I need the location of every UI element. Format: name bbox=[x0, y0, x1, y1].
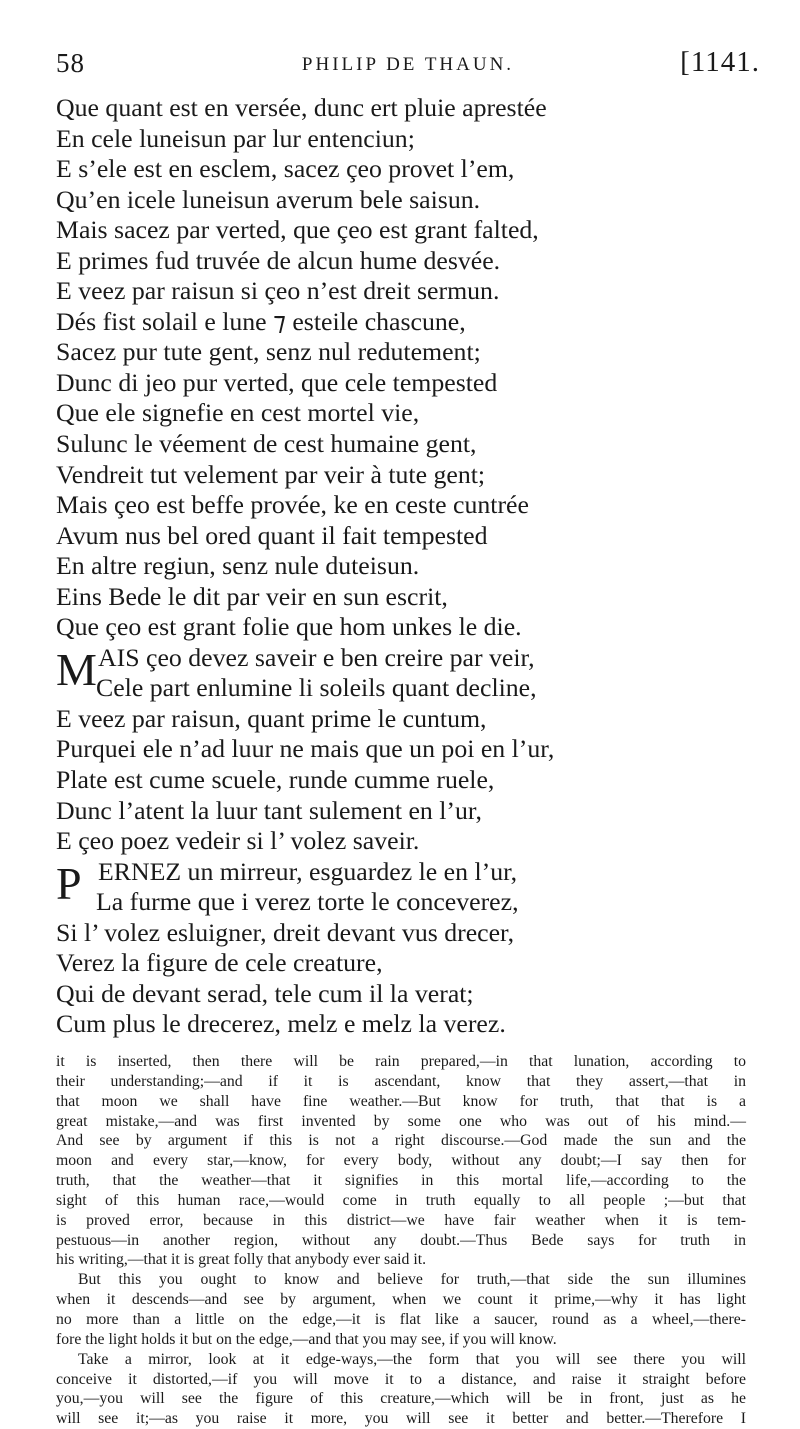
drop-capital: P bbox=[56, 857, 82, 909]
verse-line: E çeo poez vedeir si l’ volez saveir. bbox=[56, 826, 420, 856]
verse-line: Plate est cume scuele, runde cumme ruele, bbox=[56, 765, 495, 795]
verse-line: Avum nus bel ored quant il fait tempested bbox=[56, 520, 488, 550]
verse-line: AIS çeo devez saveir e ben creire par veir, bbox=[98, 642, 535, 672]
translation-line: truth, that the weather—that it signifies in this mortal life,—according to the bbox=[56, 1172, 746, 1190]
translation-line: is proved error, because in this district—we have fair weather when it is tem- bbox=[56, 1211, 746, 1229]
page-header bbox=[56, 44, 760, 84]
running-title: PHILIP DE THAUN. bbox=[301, 54, 515, 75]
verse-line: En altre regiun, senz nule duteisun. bbox=[56, 551, 420, 581]
verse-line: Purquei ele n’ad luur ne mais que un poi en l’ur, bbox=[56, 734, 555, 764]
verse-line: Sulunc le véement de cest humaine gent, bbox=[56, 429, 477, 459]
translation-line: conceive it distorted,—if you will move it to a distance, and raise it straight before bbox=[56, 1370, 746, 1388]
translation-line: will see it;—as you raise it more, you will see it better and better.—Therefore I bbox=[56, 1410, 746, 1428]
verse-line: Que ele signefie en cest mortel vie, bbox=[56, 398, 420, 428]
verse-block bbox=[56, 93, 776, 1040]
verse-line: Dunc di jeo pur verted, que cele tempested bbox=[56, 367, 498, 397]
translation-line: you,—you will see the figure of this creature,—which will be in front, just as he bbox=[56, 1390, 746, 1408]
verse-line: Qu’en icele luneisun averum bele saisun. bbox=[56, 184, 481, 214]
verse-line: Cele part enlumine li soleils quant decline, bbox=[96, 673, 537, 703]
verse-line: Cum plus le drecerez, melz e melz la verez. bbox=[56, 1009, 506, 1039]
verse-line: Mais çeo est beffe provée, ke en ceste cuntrée bbox=[56, 490, 529, 520]
verse-line: Si l’ volez esluigner, dreit devant vus drecer, bbox=[56, 917, 515, 947]
translation-line: when it descends—and see by argument, when we count it prime,—why it has light bbox=[56, 1291, 746, 1309]
verse-line: E veez par raisun, quant prime le cuntum, bbox=[56, 703, 487, 733]
translation-line: great mistake,—and was first invented by some one who was out of his mind.— bbox=[56, 1112, 746, 1130]
translation-line: their understanding;—and if it is ascendant, know that they assert,—that in bbox=[56, 1072, 746, 1090]
verse-line: Dés fist solail e lune ⁊ esteile chascune, bbox=[56, 306, 466, 336]
verse-line: Qui de devant serad, tele cum il la verat; bbox=[56, 978, 474, 1008]
translation-line: it is inserted, then there will be rain prepared,—in that lunation, according to bbox=[56, 1053, 746, 1070]
translation-line: moon and every star,—know, for every body, without any doubt;—I say then for bbox=[56, 1152, 746, 1170]
verse-line: Dunc l’atent la luur tant sulement en l’ur, bbox=[56, 795, 482, 825]
translation-line: that moon we shall have fine weather.—But know for truth, that that is a bbox=[56, 1092, 746, 1110]
verse-line: Mais sacez par verted, que çeo est grant falted, bbox=[56, 215, 539, 245]
translation-block bbox=[56, 1052, 746, 1429]
verse-line: La furme que i verez torte le conceverez, bbox=[96, 887, 519, 917]
translation-line: Take a mirror, look at it edge-ways,—the form that you will see there you will bbox=[78, 1350, 746, 1368]
verse-line: Sacez pur tute gent, senz nul redutement; bbox=[56, 337, 481, 367]
verse-line: E s’ele est en esclem, sacez çeo provet l’em, bbox=[56, 154, 515, 184]
translation-line: sight of this human race,—would come in truth equally to all people ;—but that bbox=[56, 1191, 746, 1209]
translation-line: no more than a little on the edge,—it is flat like a saucer, round as a wheel,—there- bbox=[56, 1310, 746, 1328]
page-number: 58 bbox=[56, 48, 85, 78]
verse-line: E veez par raisun si çeo n’est dreit sermun. bbox=[56, 276, 500, 306]
verse-line: En cele luneisun par lur entenciun; bbox=[56, 123, 415, 153]
verse-line: ERNEZ un mirreur, esguardez le en l’ur, bbox=[98, 856, 518, 886]
verse-line: Eins Bede le dit par veir en sun escrit, bbox=[56, 581, 448, 611]
translation-line: fore the light holds it but on the edge,—and that you may see, if you will know. bbox=[56, 1330, 557, 1348]
verse-line: E primes fud truvée de alcun hume desvée. bbox=[56, 245, 501, 275]
verse-line: Que çeo est grant folie que hom unkes le die. bbox=[56, 612, 522, 642]
translation-line: And see by argument if this is not a right discourse.—God made the sun and the bbox=[56, 1132, 746, 1150]
translation-line: pestuous—in another region, without any doubt.—Thus Bede says for truth in bbox=[56, 1231, 746, 1249]
year-marker: [1141. bbox=[680, 46, 760, 78]
translation-line: But this you ought to know and believe for truth,—that side the sun illumines bbox=[78, 1271, 746, 1289]
verse-line: Verez la figure de cele creature, bbox=[56, 948, 383, 978]
translation-line: his writing,—that it is great folly that anybody ever said it. bbox=[56, 1251, 427, 1269]
drop-capital: M bbox=[56, 643, 97, 695]
verse-line: Que quant est en versée, dunc ert pluie aprestée bbox=[56, 93, 547, 122]
verse-line: Vendreit tut velement par veir à tute gent; bbox=[56, 459, 486, 489]
